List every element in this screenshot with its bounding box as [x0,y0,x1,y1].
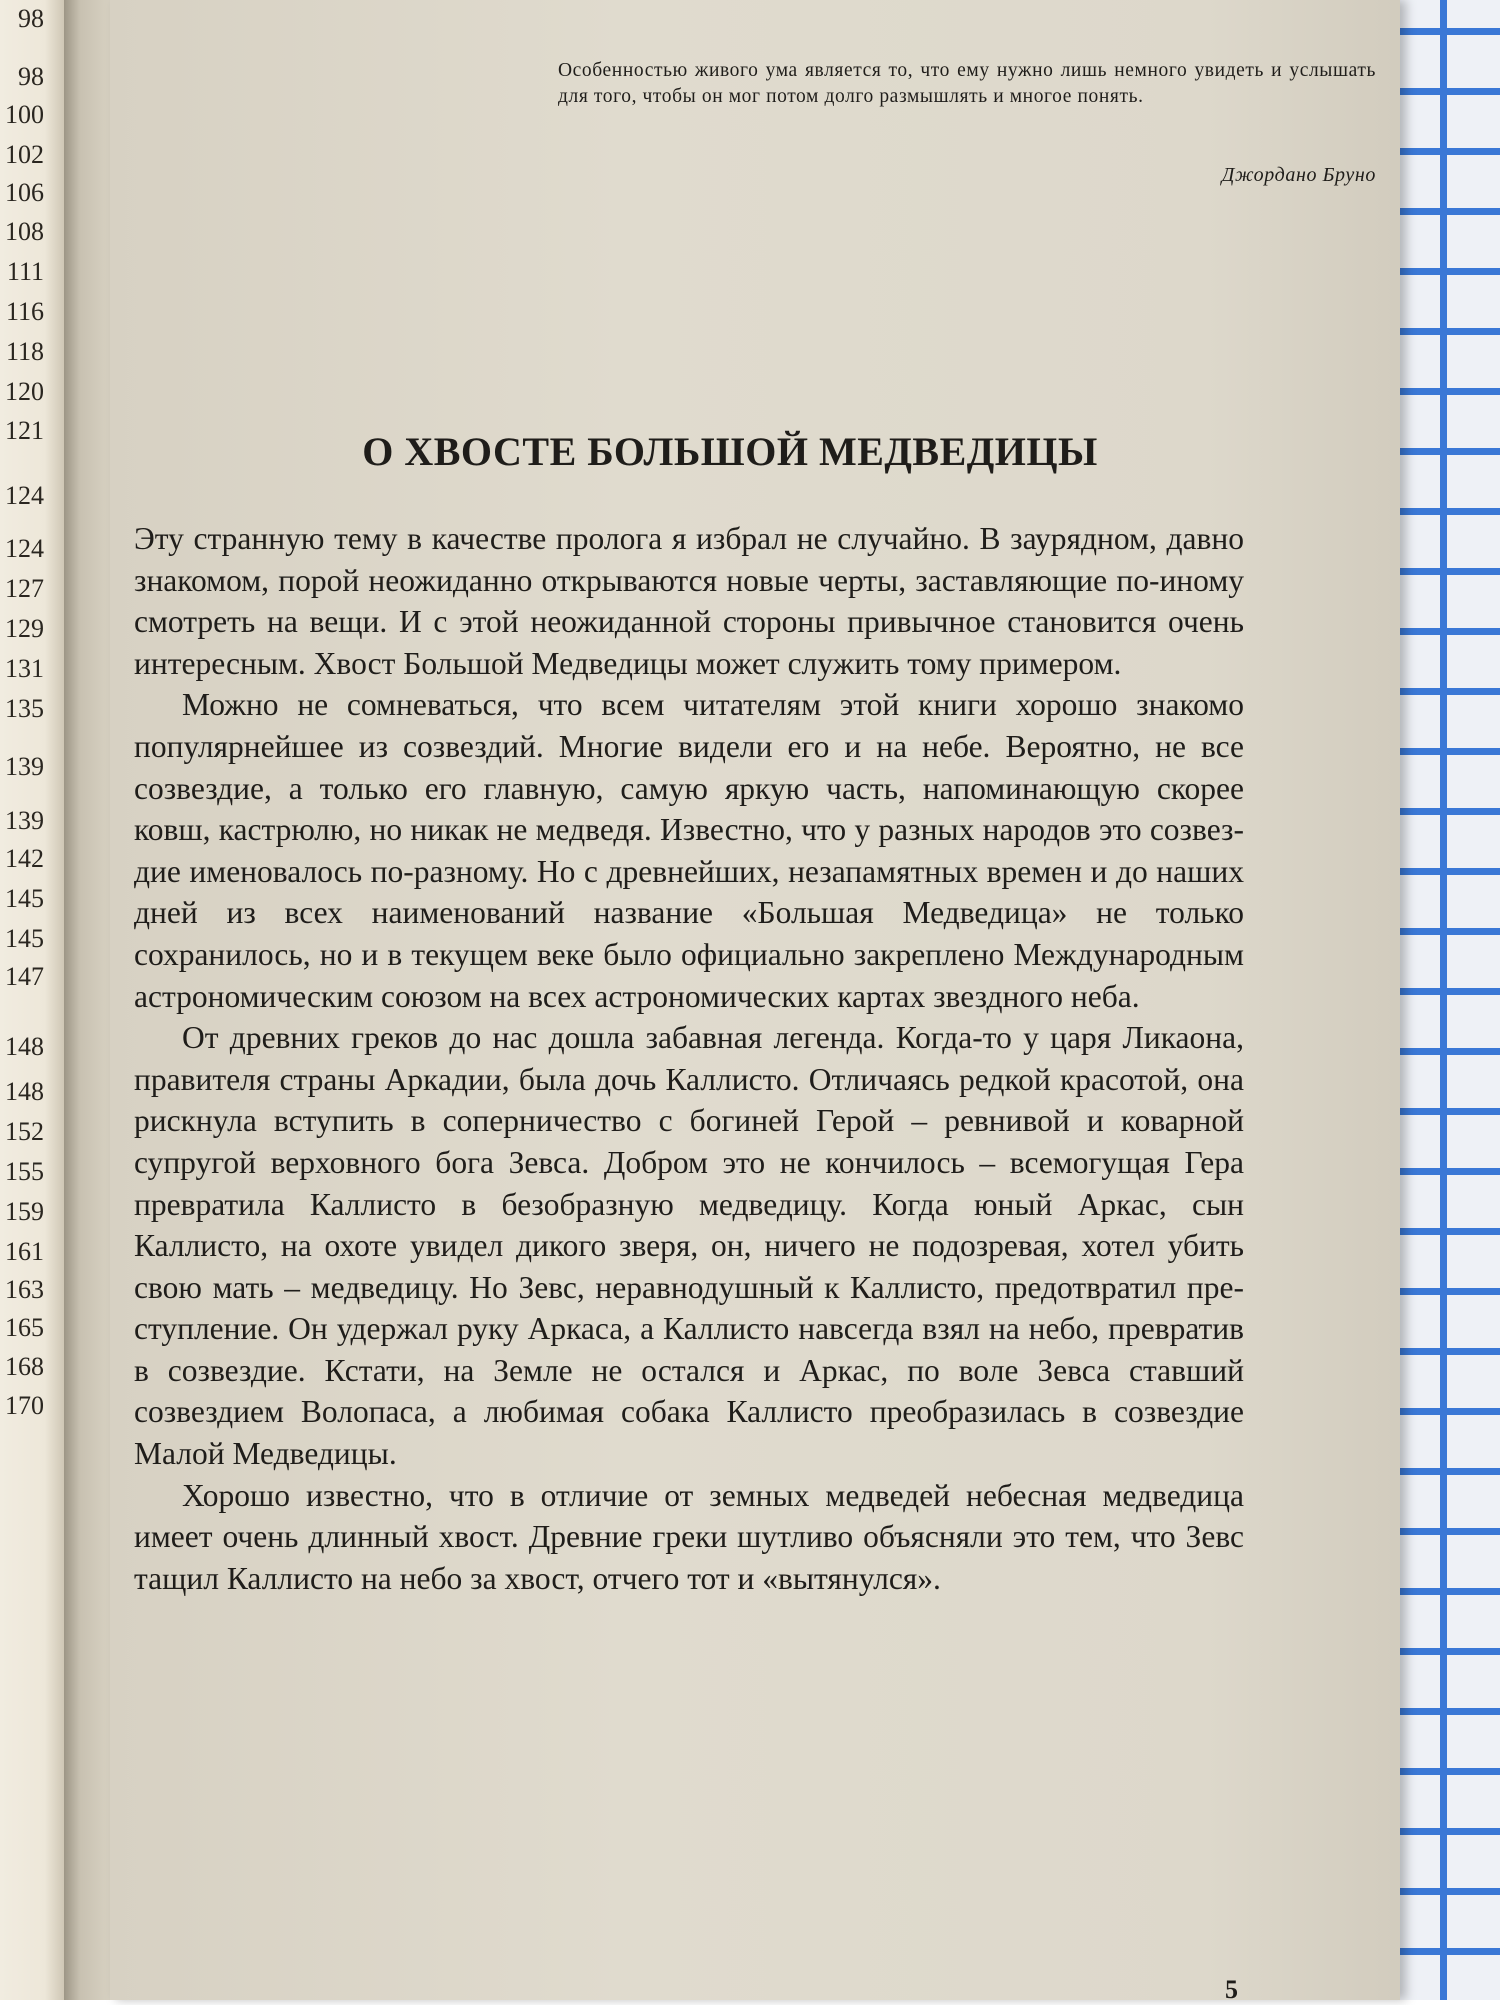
contents-page-number: 121 [5,416,44,445]
contents-page-number: 124 [5,534,44,563]
contents-page-number: 170 [5,1391,44,1420]
book-gutter [64,0,110,2000]
contents-page-number: 152 [5,1117,44,1146]
contents-page-number: 102 [5,140,44,169]
facing-contents-page [0,0,64,2000]
contents-page-number: 98 [18,4,44,33]
contents-page-number: 111 [6,257,44,286]
book-page [110,0,1400,2004]
contents-page-number: 163 [5,1275,44,1304]
contents-page-number: 124 [5,481,44,510]
body-paragraph: Можно не сомневаться, что всем читателям этой книги хорошо знакомо популярнейшее из созвездий. Многие видели его и на небе. Вероятно, не все созвездие, а только его главную, самую яркую часть, напоминающую скорее ковш, кастрюлю, но никак не медведя. Известно, что у разных народов это созвездие именовалось по-разному. Но с древнейших, незапамятных времен и до наших дней из всех наименований название «Большая Медведица» не только сохранилось, но и в текущем веке было официально закреплено Международным астрономическим союзом на всех астрономических картах звездного неба. [134,687,1244,1014]
contents-page-number: 108 [5,217,44,246]
contents-page-number: 139 [5,752,44,781]
contents-page-number: 148 [5,1032,44,1061]
epigraph-quote: Особенностью живого ума является то, что ему нужно лишь немного увидеть и услышать для того, чтобы он мог потом долго размышлять и многое понять. [558,60,1376,107]
body-paragraph: От древних греков до нас дошла забавная легенда. Когда-то у царя Ликаона, правителя страны Аркадии, была дочь Каллисто. Отличаясь редкой красотой, она рискнула вступить в соперничество с богиней Герой – ревнивой и коварной супругой верховного бога Зевса. Добром это не кончилось – всемогущая Гера превратила Каллисто в безобразную медведицу. Когда юный Аркас, сын Каллисто, на охоте увидел дикого зверя, он, ничего не подозревая, хотел убить свою мать – медведицу. Но Зевс, неравнодушный к Каллисто, предотвратил преступление. Он удержал руку Аркаса, а Каллисто навсегда взял на небо, превратив в созвездие. Кстати, на Земле не остался и Аркас, по воле Зевса ставший созвездием Волопаса, а любимая собака Каллисто преобразилась в созвездие Малой Медведицы. [134,1020,1244,1472]
contents-page-number: 100 [5,100,44,129]
body-paragraph: Хорошо известно, что в отличие от земных медведей небесная медведица имеет очень длинный хвост. Древние греки шутливо объясняли это тем, что Зевс тащил Каллисто на небо за хвост, отчего тот и «вытянулся». [134,1477,1244,1596]
contents-page-number: 120 [5,377,44,406]
contents-page-number: 129 [5,614,44,643]
contents-page-number: 106 [5,178,44,207]
contents-page-number: 145 [5,924,44,953]
contents-page-number: 118 [5,337,44,366]
contents-page-number: 135 [5,694,44,723]
contents-page-number: 165 [5,1313,44,1342]
body-paragraph: Эту странную тему в качестве пролога я избрал не случайно. В заурядном, давно знакомом, порой неожиданно открываются новые черты, заставляющие по-иному смотреть на вещи. И с этой неожиданной стороны привычное становится очень интересным. Хвост Большой Медведицы может служить тому примером. [134,521,1244,681]
page-number: 5 [1225,1975,1238,2004]
contents-page-number: 116 [5,297,44,326]
contents-page-number: 139 [5,806,44,835]
contents-page-number: 148 [5,1077,44,1106]
contents-page-number: 161 [5,1237,44,1266]
contents-page-number: 131 [5,654,44,683]
contents-page-number: 147 [5,962,44,991]
epigraph-author: Джордано Бруно [1221,164,1376,186]
contents-page-number: 168 [5,1352,44,1381]
contents-page-number: 142 [5,844,44,873]
contents-page-number: 145 [5,884,44,913]
contents-page-number: 155 [5,1157,44,1186]
chapter-body [134,518,1244,1599]
chapter-title: О ХВОСТЕ БОЛЬШОЙ МЕДВЕДИЦЫ [362,429,1098,474]
contents-page-number: 127 [5,574,44,603]
contents-page-number: 98 [18,62,44,91]
contents-page-number: 159 [5,1197,44,1226]
